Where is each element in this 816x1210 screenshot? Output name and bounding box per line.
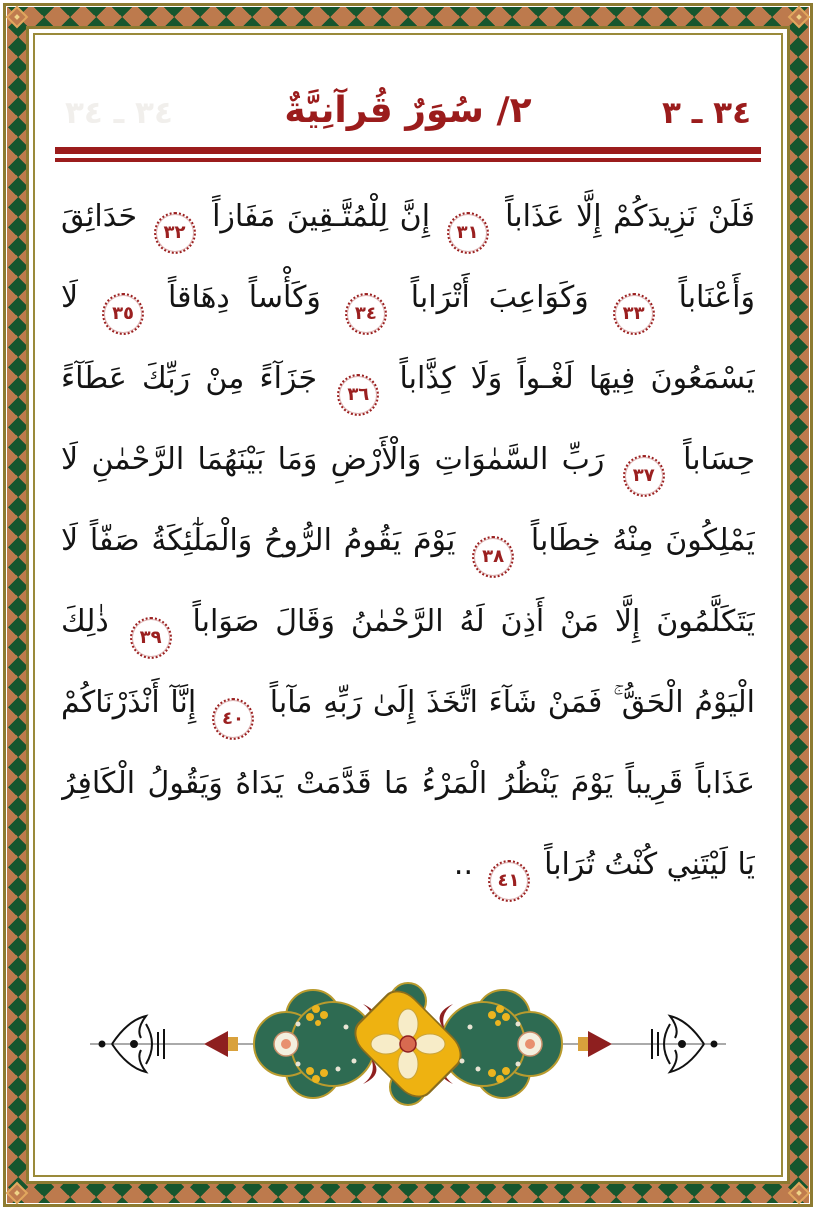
verse-text: يَمْلِكُونَ مِنْهُ خِطَاباً: [519, 523, 755, 558]
verse-text: يَتَكَلَّمُونَ إِلَّا مَنْ أَذِنَ لَهُ الرَّحْمٰنُ وَقَالَ صَوَاباً: [176, 604, 755, 639]
quran-lines: [55, 176, 761, 905]
verse-text: وَكَوَاعِبَ أَتْرَاباً: [391, 280, 608, 315]
verse-text: فَلَنْ نَزِيدَكُمْ إِلَّا عَذَاباً: [493, 199, 755, 234]
verse-number-badge: ٤٠: [212, 698, 254, 740]
verse-number-badge: ٣٥: [102, 293, 144, 335]
quran-line: [61, 743, 755, 824]
frame-outer-gold-line: [3, 3, 813, 1207]
quran-line: [61, 338, 755, 419]
verse-text: حِسَاباً: [669, 442, 755, 477]
page-title: ٢/ سُوَرٌ قُرآنِيَّةٌ: [284, 90, 532, 131]
verse-text: وَكَأْساً دِهَاقاً: [149, 280, 340, 315]
header-double-rule: [55, 147, 761, 162]
verse-text: عَذَاباً قَرِيباً يَوْمَ يَنْظُرُ الْمَرْءُ مَا قَدَّمَتْ يَدَاهُ وَيَقُولُ الْكَافِرُ: [61, 766, 755, 801]
verse-number-badge: ٣٩: [130, 617, 172, 659]
verse-text: يَا لَيْتَنِي كُنْتُ تُرَاباً: [534, 847, 755, 882]
frame-inner-thin-line: [33, 33, 783, 1177]
verse-text: إِنَّ لِلْمُتَّـقِينَ مَفَازاً: [200, 199, 442, 234]
header-page-number: ٣٤ ـ ٣: [662, 95, 751, 131]
frame-diamond-chain-band: [7, 7, 809, 1203]
verse-number-badge: ٣٣: [613, 293, 655, 335]
verse-text: وَأَعْنَاباً: [659, 280, 755, 315]
verse-number-badge: ٣٨: [472, 536, 514, 578]
verse-text: لَا: [61, 280, 98, 315]
quran-line: [61, 257, 755, 338]
quran-line: [61, 581, 755, 662]
quran-line: [61, 176, 755, 257]
verse-text: يَسْمَعُونَ فِيهَا لَغْـواً وَلَا كِذَّاباً: [384, 361, 755, 396]
page-header: [55, 49, 761, 137]
quran-line: [61, 419, 755, 500]
verse-text: يَوْمَ يَقُومُ الرُّوحُ وَالْمَلٰٓئِكَةُ صَفّاً لَا: [61, 523, 468, 558]
verse-text: ذٰلِكَ: [61, 604, 125, 639]
quran-line: [61, 500, 755, 581]
quran-line: [61, 824, 755, 905]
verse-number-badge: ٣١: [447, 212, 489, 254]
quran-line: [61, 662, 755, 743]
verse-text: ..: [453, 847, 483, 882]
verse-number-badge: ٣٧: [623, 455, 665, 497]
verse-number-badge: ٣٢: [154, 212, 196, 254]
frame-mid-gold-line: [26, 26, 790, 1184]
verse-text: رَبِّ السَّمٰوَاتِ وَالْأَرْضِ وَمَا بَيْنَهُمَا الرَّحْمٰنِ لَا: [61, 442, 618, 477]
verse-number-badge: ٣٤: [345, 293, 387, 335]
verse-number-badge: ٣٦: [337, 374, 379, 416]
verse-number-badge: ٤١: [488, 860, 530, 902]
header-ghost-page-number: ٣٤ ـ ٣٤: [65, 95, 173, 131]
bottom-ornament: [55, 979, 761, 1109]
verse-text: حَدَائِقَ: [61, 199, 149, 234]
floral-divider-ornament: [88, 979, 728, 1109]
verse-text: إِنَّآ أَنْذَرْنَاكُمْ: [61, 685, 207, 720]
verse-text: الْيَوْمُ الْحَقُّ ۚ فَمَنْ شَآءَ اتَّخَذَ إِلَىٰ رَبِّهِ مَآباً: [259, 685, 755, 720]
verse-text: جَزَآءً مِنْ رَبِّكَ عَطَآءً: [61, 361, 333, 396]
